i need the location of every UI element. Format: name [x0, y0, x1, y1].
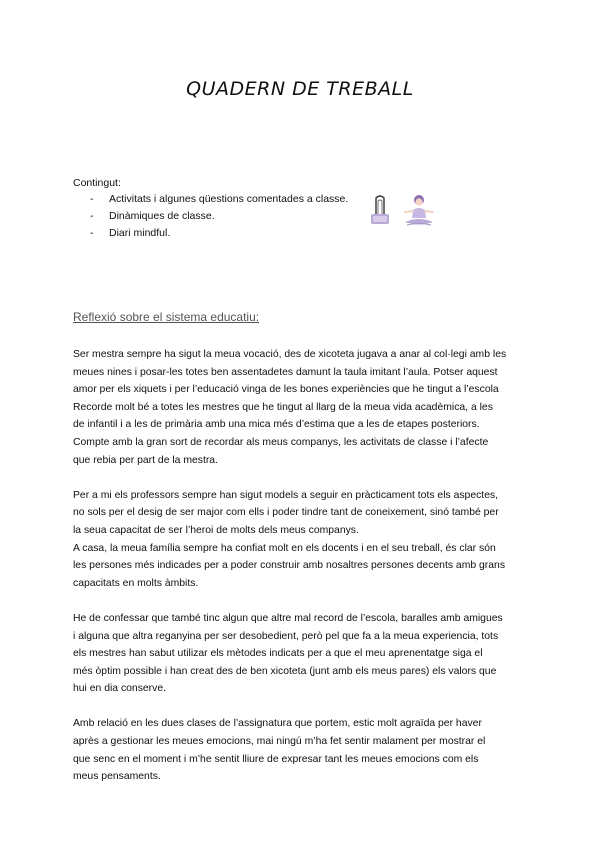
- paragraph: Ser mestra sempre ha sigut la meua vocació, des de xicoteta jugava a anar al col·legi amb les meues nines i posar-les totes ben assentadetes damunt la taula imitant l’aula. Potser aquest amor per els xiquets i per l’educació vinga de les bones experiències que he tingut a l’escola Recorde molt bé a totes les mestres que he tingut al llarg de la meua vida acadèmica, a les de infantil i a les de primària amb una mica més d’estima que a les de etapes posteriors. Compte amb la gran sort de recordar als meus companys, les activitats de classe i l’afecte que rebia per part de la mestra.: [73, 349, 507, 466]
- meditation-person-icon: [405, 195, 433, 225]
- reflection-heading: Reflexió sobre el sistema educatiu:: [73, 310, 260, 324]
- paragraph: He de confessar que també tinc algun que altre mal record de l’escola, baralles amb amigues i alguna que altra reganyina per ser desobedient, però pel que fa a la meua experiencia, tots els mestres han sabut utilizar els mètodes indicats per a que el meu aprenentatge siga el més òptim possible i han creat des de ben xicoteta (junt amb els meus pares) els valors que hui en dia conserve.: [73, 612, 503, 695]
- binder-clip-icon: [371, 196, 389, 224]
- reflection-body: [73, 346, 533, 803]
- decorative-icons: [369, 192, 439, 230]
- page-title: QUADERN DE TREBALL: [186, 78, 414, 100]
- contents-item: - Dinàmiques de classe.: [90, 210, 215, 222]
- contents-item: - Diari mindful.: [90, 227, 171, 239]
- contents-item: - Activitats i algunes qüestions comentades a classe.: [90, 193, 349, 205]
- paragraph: Amb relació en les dues clases de l’assignatura que portem, estic molt agraïda per haver après a gestionar les meues emocions, mai ningú m’ha fet sentir malament per mostrar el que senc en el moment i m’he sentit lliure de expresar tant les meues emocions com els meus pensaments.: [73, 718, 486, 783]
- contents-heading: Contingut:: [73, 177, 121, 189]
- contents-section: [73, 177, 393, 242]
- contents-list: [73, 191, 393, 242]
- paragraph: Per a mi els professors sempre han sigut models a seguir en pràcticament tots els aspectes, no sols per el desig de ser major com ells i poder tindre tant de coneixement, sinó també per la seua capacitat de ser l’heroi de molts dels meus companys. A casa, la meua família sempre ha confiat molt en els docents i en el seu treball, és clar són les persones més indicades per a poder construir amb nosaltres persones decents amb grans capacitats en molts àmbits.: [73, 489, 506, 589]
